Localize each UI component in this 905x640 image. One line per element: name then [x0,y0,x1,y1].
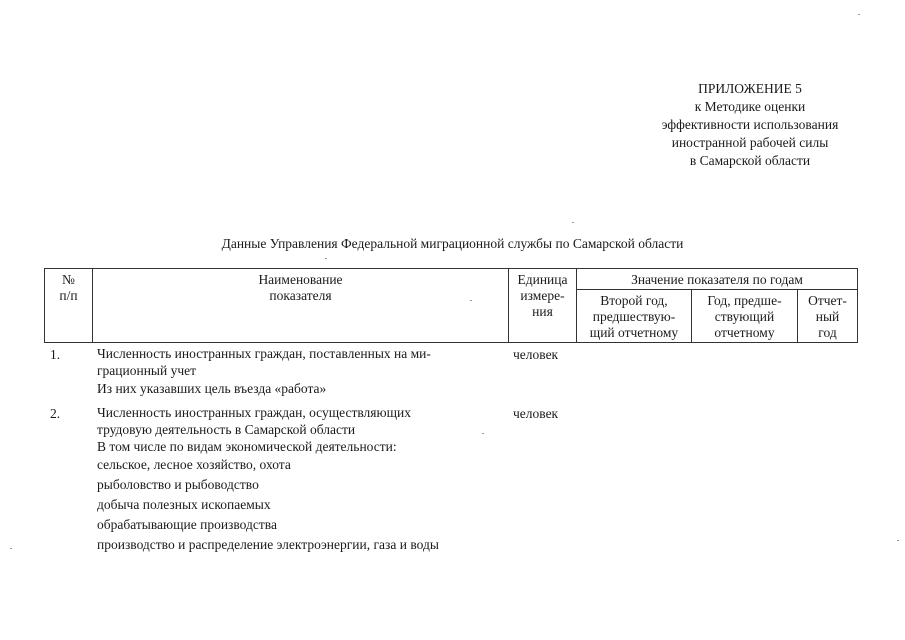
appendix-line: к Методике оценки [694,99,806,114]
row-subitem: добыча полезных ископаемых [97,497,271,512]
row-subitem: обрабатывающие производства [97,517,277,532]
scan-speck [470,300,472,301]
scan-speck [858,14,860,15]
header-text-line: измере- [520,288,565,303]
row-subitem: Из них указавших цель въезда «работа» [97,381,327,396]
appendix-line: эффективности использования [661,117,839,132]
row-unit: человек [513,347,559,362]
row-name-line: грационный учет [97,363,197,378]
row-number: 2. [50,406,61,421]
header-text-line: щий отчетному [589,325,679,340]
row-subitem: сельское, лесное хозяйство, охота [97,457,291,472]
header-text-line: Отчет- [808,293,847,308]
scan-speck [897,540,899,541]
header-year2-text [576,293,692,341]
scan-speck [482,433,484,434]
row-name [97,404,507,555]
header-text-line: Наименование [258,272,343,287]
row-name-line: Численность иностранных граждан, осуществляющих [97,405,411,420]
header-text-line: № [62,272,75,287]
row-name-line: Численность иностранных граждан, поставленных на ми- [97,346,431,361]
header-text-line: показателя [269,288,332,303]
appendix-line: ПРИЛОЖЕНИЕ 5 [698,81,802,96]
header-unit-text [508,272,577,320]
header-text-line: ния [532,304,553,319]
document-title: Данные Управления Федеральной миграционной службы по Самарской области [221,236,684,251]
row-subitem: производство и распределение электроэнергии, газа и воды [97,537,439,552]
header-text-line: ствующий [714,309,775,324]
row-subitem: В том числе по видам экономической деятельности: [97,439,397,454]
header-text-line: предшествую- [592,309,676,324]
row-name [97,345,507,399]
row-number: 1. [50,347,61,362]
header-text-line: отчетному [714,325,775,340]
appendix-line: иностранной рабочей силы [671,135,829,150]
appendix-line: в Самарской области [689,153,811,168]
row-name-line: трудовую деятельность в Самарской области [97,422,356,437]
row-unit: человек [513,406,559,421]
header-values-group-text: Значение показателя по годам [631,272,803,287]
appendix-header [600,80,900,170]
header-name-text [92,272,509,304]
header-text-line: Год, предше- [707,293,782,308]
header-text-line: Единица [517,272,568,287]
header-text-line: год [818,325,837,340]
header-text-line: ный [815,309,840,324]
header-report-text [797,293,858,341]
header-text-line: Второй год, [600,293,668,308]
scan-speck [10,548,12,549]
scan-speck [325,258,327,259]
header-year1-text [691,293,798,341]
header-num-text [44,272,93,304]
row-subitem: рыболовство и рыбоводство [97,477,259,492]
header-text-line: п/п [59,288,78,303]
scan-speck [572,222,574,223]
